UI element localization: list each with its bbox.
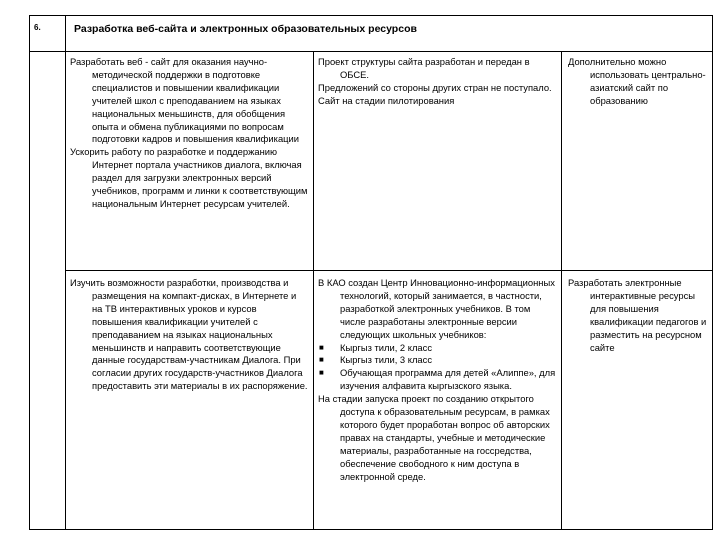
- bullet-icon: ■: [319, 342, 324, 352]
- note-cell: [562, 52, 713, 271]
- list-item: ■ Кыргыз тили, 2 класс: [319, 341, 433, 353]
- note-paragraph: Разработать электронные интерактивные ресурсы для повышения квалификации педагогов и разместить на ресурсном сайте: [568, 277, 707, 353]
- task-cell: [66, 271, 314, 530]
- task-cell: [66, 52, 314, 271]
- task-paragraph: Ускорить работу по разработке и поддержанию Интернет портала участников диалога, включая раздел для загрузки электронных версий учебников, программ и линки к соответствующим национальным Интернет ресурсам учителей.: [70, 146, 308, 209]
- status-paragraph: Сайт на стадии пилотирования: [318, 94, 455, 106]
- status-paragraph: Проект структуры сайта разработан и передан в ОБСЕ.: [318, 56, 530, 80]
- status-cell: [314, 271, 562, 530]
- list-item: ■ Обучающая программа для детей «Алиппе», для изучения алфавита кыргызского языка.: [319, 367, 556, 392]
- list-item: ■ Кыргыз тили, 3 класс: [319, 354, 433, 366]
- bullet-icon: ■: [319, 355, 324, 365]
- status-paragraph: Предложений со стороны других стран не поступало.: [318, 81, 552, 93]
- status-paragraph: В КАО создан Центр Инновационно-информационных технологий, который занимается, в частности, разработкой электронных учебников. В том числе разработаны электронные версии следующих школьных учебников:: [318, 277, 555, 340]
- section-header-row: [30, 16, 713, 52]
- note-cell: [562, 271, 713, 530]
- task-paragraph: Разработать веб - сайт для оказания научно-методической поддержки в подготовке специалистов и повышении квалификации учителей школ с преподаванием на языках национальных меньшинств, для обобщения опыта и обмена публикациями по вопросам подготовки кадров и повышения квалификации: [70, 56, 300, 145]
- status-paragraph: На стадии запуска проект по созданию открытого доступа к образовательным ресурсам, в рамках которого будет проработан вопрос об авторских правах на стандарты, учебные и методические материалы, разработанные на госсредства, обеспечение свободного к ним доступа в электронной среде.: [318, 393, 550, 482]
- status-cell: [314, 52, 562, 271]
- task-paragraph: Изучить возможности разработки, производства и размещения на компакт-дисках, в Интернете и на ТВ интерактивных уроков и курсов повышения квалификации учителей с преподаванием на языках национальных меньшинств и направить соответствующие данные государствам-участникам Диалога. При согласии других государств-участников Диалога предоставить эти материалы в их распоряжение.: [70, 277, 308, 392]
- section-title: Разработка веб-сайта и электронных образовательных ресурсов: [66, 16, 713, 52]
- textbook-list: [318, 342, 556, 394]
- plan-table: [29, 15, 713, 530]
- table-row: [30, 52, 713, 271]
- bullet-icon: ■: [319, 368, 324, 378]
- note-paragraph: Дополнительно можно использовать центрально-азиатский сайт по образованию: [568, 56, 706, 106]
- row-number: 6.: [30, 16, 66, 52]
- number-column-cell: [30, 52, 66, 530]
- table-row: [30, 271, 713, 530]
